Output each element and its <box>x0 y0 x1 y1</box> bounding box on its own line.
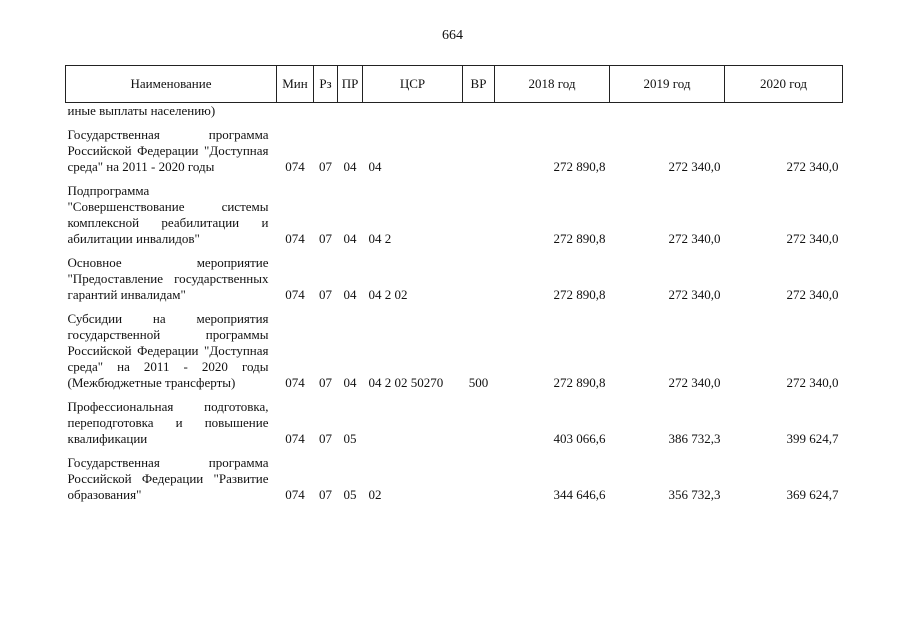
row-2018: 272 890,8 <box>553 231 606 246</box>
table-row <box>66 183 843 247</box>
table-row <box>66 455 843 503</box>
row-2020: 399 624,7 <box>786 431 839 446</box>
page-number: 664 <box>442 28 463 43</box>
row-min: 074 <box>285 231 305 246</box>
row-2020: 272 340,0 <box>786 159 839 174</box>
table-row <box>66 127 843 175</box>
header-2018: 2018 год <box>495 66 610 103</box>
row-rz: 07 <box>319 375 332 390</box>
continuation-text: иные выплаты населению) <box>67 103 216 118</box>
row-csr <box>363 399 463 447</box>
row-csr: 04 2 02 50270 <box>368 375 444 390</box>
row-2018: 272 890,8 <box>553 159 606 174</box>
row-csr: 04 2 02 <box>368 287 408 302</box>
row-vr <box>463 399 495 447</box>
table-header-row <box>66 66 843 103</box>
row-min: 074 <box>285 375 305 390</box>
row-2018: 272 890,8 <box>553 375 606 390</box>
row-2020: 272 340,0 <box>786 287 839 302</box>
row-name: Государственная программа Российской Федерации "Развитие образования" <box>67 455 269 502</box>
row-2018: 344 646,6 <box>553 487 606 502</box>
table-row <box>66 311 843 391</box>
row-name: Субсидии на мероприятия государственной программы Российской Федерации "Доступная среда" на 2011 - 2020 годы (Межбюджетные трансферты) <box>67 311 269 390</box>
row-csr: 04 2 <box>368 231 392 246</box>
row-vr <box>463 455 495 503</box>
header-2020: 2020 год <box>725 66 843 103</box>
row-rz: 07 <box>319 159 332 174</box>
budget-table <box>65 65 843 503</box>
row-2019: 272 340,0 <box>668 375 721 390</box>
row-pr: 05 <box>343 487 357 502</box>
header-2019: 2019 год <box>610 66 725 103</box>
row-2019: 272 340,0 <box>668 231 721 246</box>
row-rz: 07 <box>319 487 332 502</box>
header-min: Мин <box>277 66 314 103</box>
row-rz: 07 <box>319 231 332 246</box>
row-vr <box>463 255 495 303</box>
row-2020: 272 340,0 <box>786 231 839 246</box>
row-min: 074 <box>285 159 305 174</box>
row-2020: 272 340,0 <box>786 375 839 390</box>
row-rz: 07 <box>319 431 332 446</box>
row-pr: 04 <box>343 159 357 174</box>
row-csr: 02 <box>368 487 382 502</box>
row-2018: 403 066,6 <box>553 431 606 446</box>
row-vr <box>463 183 495 247</box>
row-csr: 04 <box>368 159 382 174</box>
row-2019: 272 340,0 <box>668 159 721 174</box>
row-vr <box>463 127 495 175</box>
row-name: Основное мероприятие "Предоставление государственных гарантий инвалидам" <box>67 255 269 302</box>
row-min: 074 <box>285 487 305 502</box>
row-min: 074 <box>285 431 305 446</box>
header-vr: ВР <box>463 66 495 103</box>
row-name: Профессиональная подготовка, переподготовка и повышение квалификации <box>67 399 269 446</box>
row-pr: 05 <box>343 431 357 446</box>
table-row <box>66 255 843 303</box>
header-name: Наименование <box>66 66 277 103</box>
row-pr: 04 <box>343 231 357 246</box>
row-2019: 272 340,0 <box>668 287 721 302</box>
row-min: 074 <box>285 287 305 302</box>
row-rz: 07 <box>319 287 332 302</box>
continuation-row <box>66 103 843 120</box>
row-2019: 386 732,3 <box>668 431 721 446</box>
header-pr: ПР <box>338 66 363 103</box>
row-pr: 04 <box>343 375 357 390</box>
row-vr: 500 <box>468 375 489 390</box>
row-pr: 04 <box>343 287 357 302</box>
table-row <box>66 399 843 447</box>
header-rz: Рз <box>314 66 338 103</box>
row-2020: 369 624,7 <box>786 487 839 502</box>
row-2018: 272 890,8 <box>553 287 606 302</box>
row-name: Подпрограмма "Совершенствование системы комплексной реабилитации и абилитации инвалидов" <box>67 183 269 246</box>
row-2019: 356 732,3 <box>668 487 721 502</box>
header-csr: ЦСР <box>363 66 463 103</box>
row-name: Государственная программа Российской Федерации "Доступная среда" на 2011 - 2020 годы <box>67 127 269 174</box>
